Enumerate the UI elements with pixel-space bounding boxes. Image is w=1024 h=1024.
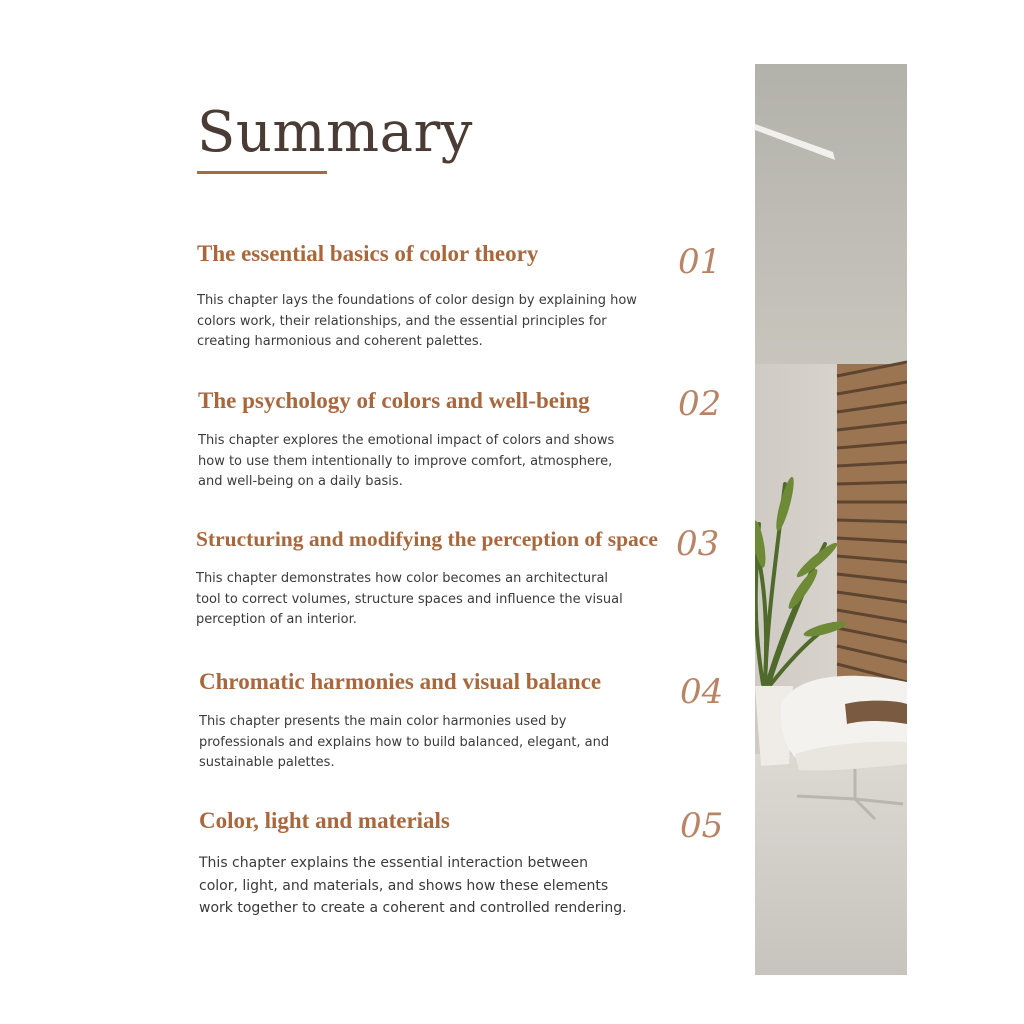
title-underline (197, 171, 327, 174)
chapter-4-title: Chromatic harmonies and visual balance (199, 669, 602, 694)
chapter-2-number: 02 (678, 384, 722, 424)
chapter-2-description: This chapter explores the emotional impact of colors and shows how to use them intentionally to improve comfort, atmosphere, and well-being on a daily basis. (198, 433, 615, 489)
chapter-5-description: This chapter explains the essential interaction between color, light, and materials, and shows how these elements work together to create a coherent and controlled rendering. (199, 855, 627, 916)
page-title: Summary (197, 100, 473, 165)
chapter-4-number: 04 (680, 672, 724, 712)
chapter-3-description: This chapter demonstrates how color becomes an architectural tool to correct volumes, structure spaces and influence the visual perception of an interior. (196, 571, 623, 627)
chapter-1-number: 01 (678, 242, 722, 282)
chapter-1-description: This chapter lays the foundations of color design by explaining how colors work, their relationships, and the essential principles for creating harmonious and coherent palettes. (197, 293, 637, 349)
interior-photo (755, 64, 907, 975)
chapter-4-description: This chapter presents the main color harmonies used by professionals and explains how to build balanced, elegant, and sustainable palettes. (199, 714, 610, 770)
chapter-1-title: The essential basics of color theory (197, 241, 539, 266)
chapter-2-title: The psychology of colors and well-being (198, 388, 590, 413)
chapter-3-number: 03 (676, 524, 720, 564)
chapter-5-number: 05 (680, 806, 724, 846)
chapter-5-title: Color, light and materials (199, 808, 450, 833)
chapter-3-title: Structuring and modifying the perception of space (196, 527, 658, 551)
